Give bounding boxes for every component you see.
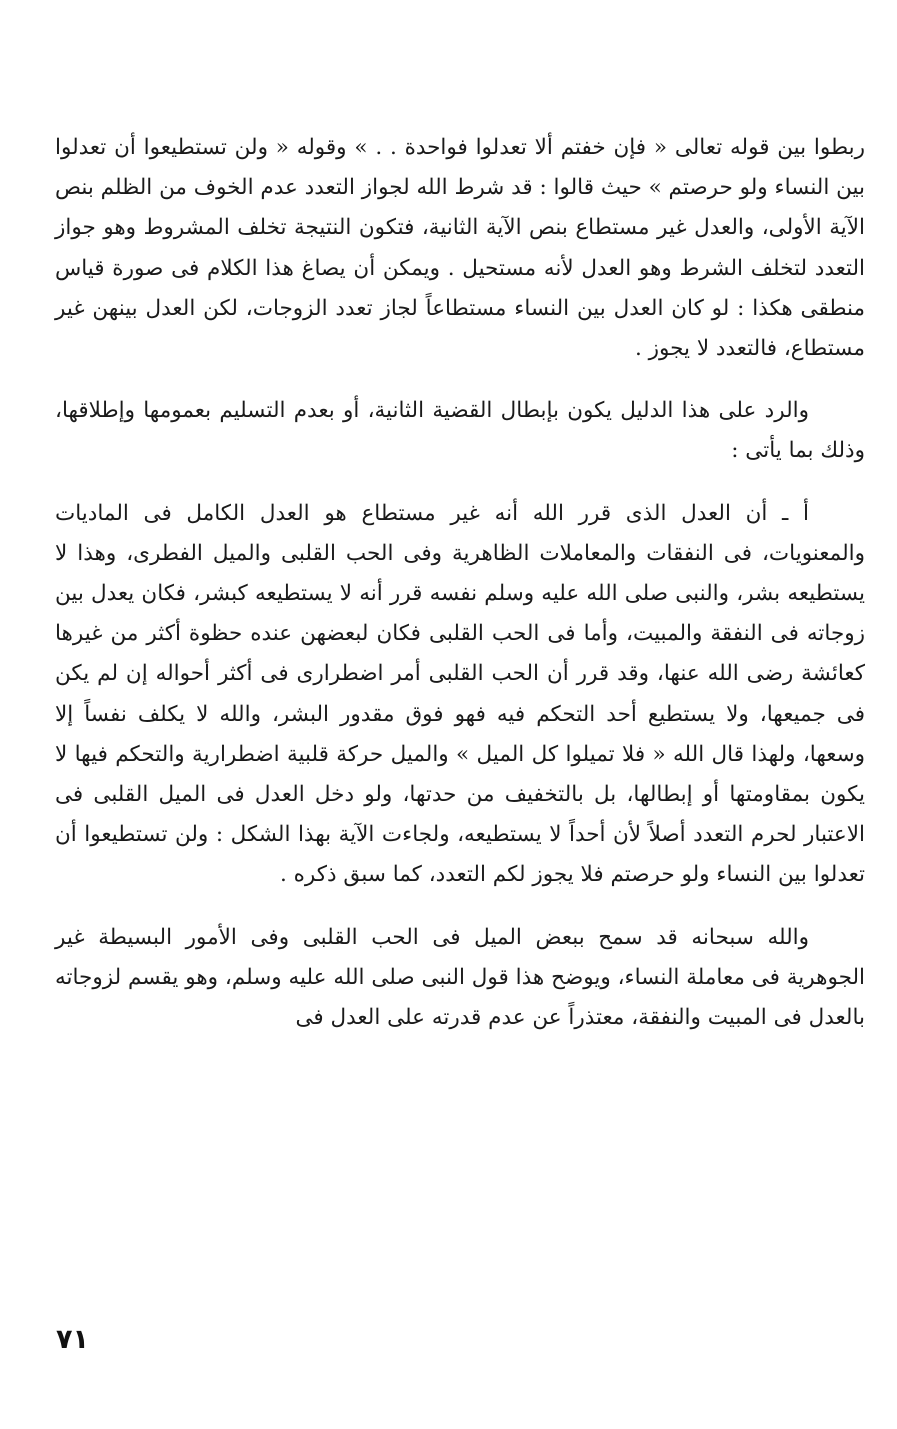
text-body [55, 128, 865, 1060]
paragraph-1: ربطوا بين قوله تعالى « فإن خفتم ألا تعدلوا فواحدة . . » وقوله « ولن تستطيعوا أن تعدلوا بين النساء ولو حرصتم » حيث قالوا : قد شرط الله لجواز التعدد عدم الخوف من الظلم بنص الآية الأولى، والعدل غير مستطاع بنص الآية الثانية، فتكون النتيجة تخلف المشروط وهو جواز التعدد لتخلف الشرط وهو العدل لأنه مستحيل . ويمكن أن يصاغ هذا الكلام فى صورة قياس منطقى هكذا : لو كان العدل بين النساء مستطاعاً لجاز تعدد الزوجات، لكن العدل بينهن غير مستطاع، فالتعدد لا يجوز . [55, 135, 865, 362]
paragraph-3: أ ـ أن العدل الذى قرر الله أنه غير مستطاع هو العدل الكامل فى الماديات والمعنويات، فى النفقات والمعاملات الظاهرية وفى الحب القلبى والميل الفطرى، وهذا لا يستطيعه بشر، والنبى صلى الله عليه وسلم نفسه قرر أنه لا يستطيعه كبشر، فكان يعدل بين زوجاته فى النفقة والمبيت، وأما فى الحب القلبى فكان لبعضهن عنده حظوة أكثر من غيرها كعائشة رضى الله عنها، وقد قرر أن الحب القلبى أمر اضطرارى فى أكثر أحواله إن لم يكن فى جميعها، ولا يستطيع أحد التحكم فيه فهو فوق مقدور البشر، والله لا يكلف نفساً إلا وسعها، ولهذا قال الله « فلا تميلوا كل الميل » والميل حركة قلبية اضطرارية والتحكم فيها لا يكون بمقاومتها أو إبطالها، بل بالتخفيف من حدتها، ولو دخل العدل فى الميل القلبى فى الاعتبار لحرم التعدد أصلاً لأن أحداً لا يستطيعه، ولجاءت الآية بهذا الشكل : ولن تستطيعوا أن تعدلوا بين النساء ولو حرصتم فلا يجوز لكم التعدد، كما سبق ذكره . [55, 500, 865, 888]
page-number: ٧١ [56, 1324, 89, 1355]
paragraph-4: والله سبحانه قد سمح ببعض الميل فى الحب القلبى وفى الأمور البسيطة غير الجوهرية فى معاملة النساء، ويوضح هذا قول النبى صلى الله عليه وسلم، وهو يقسم لزوجاته بالعدل فى المبيت والنفقة، معتذراً عن عدم قدرته على العدل فى [55, 924, 865, 1031]
paragraph-2: والرد على هذا الدليل يكون بإبطال القضية الثانية، أو بعدم التسليم بعمومها وإطلاقها، وذلك بما يأتى : [55, 398, 865, 464]
